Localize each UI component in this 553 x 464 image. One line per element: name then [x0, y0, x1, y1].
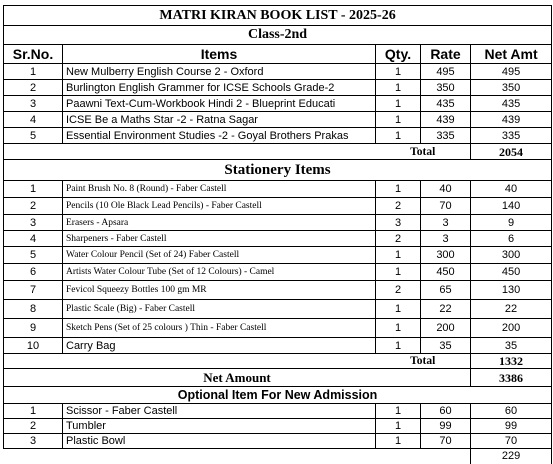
- qty-cell: 1: [376, 128, 421, 144]
- stationery-total-label: Total: [376, 354, 471, 369]
- sr-cell: 4: [4, 112, 63, 128]
- amt-cell: 439: [471, 112, 552, 128]
- sr-cell: 6: [4, 264, 63, 281]
- book-row: [4, 112, 552, 128]
- rate-cell: 60: [421, 404, 471, 419]
- item-cell: Pencils (10 Ole Black Lead Pencils) - Faber Castell: [63, 198, 376, 215]
- stationery-row: [4, 215, 552, 231]
- amt-cell: 22: [471, 300, 552, 319]
- item-cell: Carry Bag: [63, 338, 376, 354]
- stationery-row: [4, 264, 552, 281]
- qty-cell: 2: [376, 281, 421, 300]
- sr-cell: 3: [4, 215, 63, 231]
- optional-row: [4, 404, 552, 419]
- qty-cell: 2: [376, 198, 421, 215]
- books-total-row: [4, 144, 552, 160]
- item-cell: Erasers - Apsara: [63, 215, 376, 231]
- qty-cell: 1: [376, 64, 421, 80]
- item-cell: Plastic Bowl: [63, 434, 376, 449]
- item-cell: Paint Brush No. 8 (Round) - Faber Castell: [63, 181, 376, 198]
- optional-total-row: [4, 449, 552, 464]
- item-cell: Essential Environment Studies -2 - Goyal Brothers Prakas: [63, 128, 376, 144]
- rate-cell: 300: [421, 247, 471, 264]
- header-rate: Rate: [421, 45, 471, 64]
- optional-row: [4, 419, 552, 434]
- sr-cell: 1: [4, 181, 63, 198]
- amt-cell: 99: [471, 419, 552, 434]
- rate-cell: 3: [421, 215, 471, 231]
- qty-cell: 2: [376, 231, 421, 247]
- qty-cell: 1: [376, 434, 421, 449]
- sr-cell: 5: [4, 247, 63, 264]
- stationery-row: [4, 231, 552, 247]
- rate-cell: 350: [421, 80, 471, 96]
- sr-cell: 2: [4, 198, 63, 215]
- amt-cell: 35: [471, 338, 552, 354]
- books-total-value: 2054: [471, 144, 552, 160]
- net-amount-label: Net Amount: [4, 369, 471, 387]
- item-cell: Scissor - Faber Castell: [63, 404, 376, 419]
- amt-cell: 435: [471, 96, 552, 112]
- amt-cell: 60: [471, 404, 552, 419]
- header-sr: Sr.No.: [4, 45, 63, 64]
- item-cell: Sharpeners - Faber Castell: [63, 231, 376, 247]
- optional-row: [4, 434, 552, 449]
- item-cell: Fevicol Squeezy Bottles 100 gm MR: [63, 281, 376, 300]
- sr-cell: 5: [4, 128, 63, 144]
- rate-cell: 335: [421, 128, 471, 144]
- rate-cell: 495: [421, 64, 471, 80]
- qty-cell: 1: [376, 80, 421, 96]
- header-items: Items: [63, 45, 376, 64]
- item-cell: ICSE Be a Maths Star -2 - Ratna Sagar: [63, 112, 376, 128]
- amt-cell: 300: [471, 247, 552, 264]
- amt-cell: 350: [471, 80, 552, 96]
- amt-cell: 9: [471, 215, 552, 231]
- item-cell: Tumbler: [63, 419, 376, 434]
- stationery-row: [4, 319, 552, 338]
- rate-cell: 435: [421, 96, 471, 112]
- stationery-row: [4, 281, 552, 300]
- page-title: MATRI KIRAN BOOK LIST - 2025-26: [4, 6, 552, 26]
- amt-cell: 140: [471, 198, 552, 215]
- rate-cell: 99: [421, 419, 471, 434]
- item-cell: New Mulberry English Course 2 - Oxford: [63, 64, 376, 80]
- qty-cell: 1: [376, 404, 421, 419]
- book-row: [4, 128, 552, 144]
- book-row: [4, 80, 552, 96]
- stationery-total-row: [4, 354, 552, 369]
- rate-cell: 200: [421, 319, 471, 338]
- book-list-table: [3, 5, 552, 464]
- header-net-amt: Net Amt: [471, 45, 552, 64]
- item-cell: Burlington English Grammer for ICSE Schools Grade-2: [63, 80, 376, 96]
- amt-cell: 495: [471, 64, 552, 80]
- qty-cell: 3: [376, 215, 421, 231]
- rate-cell: 3: [421, 231, 471, 247]
- sr-cell: 1: [4, 64, 63, 80]
- item-cell: Plastic Scale (Big) - Faber Castell: [63, 300, 376, 319]
- qty-cell: 1: [376, 247, 421, 264]
- amt-cell: 70: [471, 434, 552, 449]
- stationery-total-value: 1332: [471, 354, 552, 369]
- amt-cell: 200: [471, 319, 552, 338]
- qty-cell: 1: [376, 338, 421, 354]
- sr-cell: 7: [4, 281, 63, 300]
- optional-total-value: 229: [471, 449, 552, 464]
- sr-cell: 3: [4, 434, 63, 449]
- sr-cell: 8: [4, 300, 63, 319]
- stationery-title: Stationery Items: [4, 160, 552, 181]
- qty-cell: 1: [376, 319, 421, 338]
- header-qty: Qty.: [376, 45, 421, 64]
- item-cell: Water Colour Pencil (Set of 24) Faber Castell: [63, 247, 376, 264]
- stationery-row: [4, 198, 552, 215]
- qty-cell: 1: [376, 96, 421, 112]
- rate-cell: 450: [421, 264, 471, 281]
- sr-cell: 9: [4, 319, 63, 338]
- sr-cell: 2: [4, 419, 63, 434]
- rate-cell: 65: [421, 281, 471, 300]
- stationery-row: [4, 181, 552, 198]
- rate-cell: 40: [421, 181, 471, 198]
- qty-cell: 1: [376, 419, 421, 434]
- rate-cell: 439: [421, 112, 471, 128]
- stationery-row: [4, 247, 552, 264]
- net-amount-row: [4, 369, 552, 387]
- stationery-row: [4, 300, 552, 319]
- item-cell: Paawni Text-Cum-Workbook Hindi 2 - Blueprint Educati: [63, 96, 376, 112]
- class-label: Class-2nd: [4, 26, 552, 45]
- sr-cell: 1: [4, 404, 63, 419]
- sr-cell: 2: [4, 80, 63, 96]
- books-total-label: Total: [376, 144, 471, 160]
- book-row: [4, 64, 552, 80]
- sr-cell: 10: [4, 338, 63, 354]
- qty-cell: 1: [376, 181, 421, 198]
- amt-cell: 450: [471, 264, 552, 281]
- stationery-row: [4, 338, 552, 354]
- sr-cell: 3: [4, 96, 63, 112]
- rate-cell: 35: [421, 338, 471, 354]
- optional-title: Optional Item For New Admission: [4, 387, 552, 404]
- amt-cell: 335: [471, 128, 552, 144]
- rate-cell: 70: [421, 434, 471, 449]
- amt-cell: 40: [471, 181, 552, 198]
- amt-cell: 6: [471, 231, 552, 247]
- amt-cell: 130: [471, 281, 552, 300]
- rate-cell: 22: [421, 300, 471, 319]
- sr-cell: 4: [4, 231, 63, 247]
- qty-cell: 1: [376, 300, 421, 319]
- qty-cell: 1: [376, 264, 421, 281]
- book-row: [4, 96, 552, 112]
- rate-cell: 70: [421, 198, 471, 215]
- qty-cell: 1: [376, 112, 421, 128]
- item-cell: Artists Water Colour Tube (Set of 12 Colours) - Camel: [63, 264, 376, 281]
- item-cell: Sketch Pens (Set of 25 colours ) Thin - Faber Castell: [63, 319, 376, 338]
- net-amount-value: 3386: [471, 369, 552, 387]
